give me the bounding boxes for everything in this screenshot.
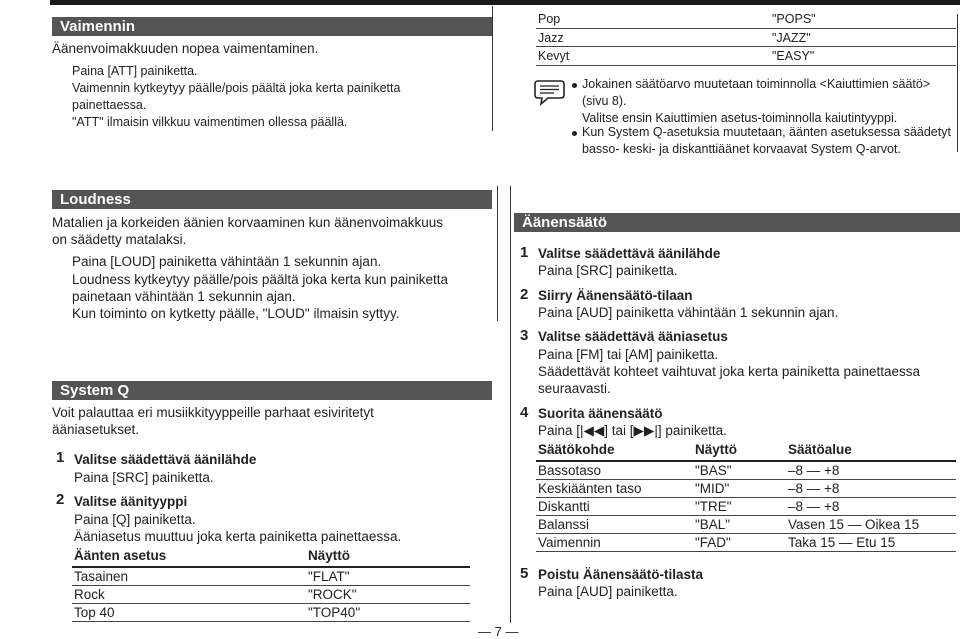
step-line: Ääniasetus muuttuu joka kerta painiketta painettaessa. <box>74 529 402 544</box>
step-line: Paina [Q] painiketta. <box>74 512 196 527</box>
table-cell: Tasainen <box>74 569 129 584</box>
step-line: Paina [SRC] painiketta. <box>538 263 678 278</box>
table-rule <box>536 551 956 552</box>
systemq-intro: ääniasetukset. <box>52 422 140 437</box>
table-rule <box>72 621 470 622</box>
preset-name: Jazz <box>538 31 564 45</box>
step-number: 2 <box>56 491 65 508</box>
systemq-intro: Voit palauttaa eri musiikkityyppeille parhaat esiviritetyt <box>52 405 374 420</box>
table-cell: Diskantti <box>538 499 590 514</box>
table-rule <box>536 497 956 498</box>
step-line: Paina [SRC] painiketta. <box>74 470 214 485</box>
table-header: Näyttö <box>308 548 351 563</box>
table-rule <box>72 603 470 604</box>
step-number: 2 <box>520 286 529 303</box>
table-cell: Keskiäänten taso <box>538 481 642 496</box>
step-number: 4 <box>520 404 529 421</box>
step-number: 3 <box>520 327 529 344</box>
step-line: Säädettävät kohteet vaihtuvat joka kerta painiketta painettaessa <box>538 364 921 379</box>
preset-display: "POPS" <box>772 12 816 26</box>
note-text: Kun System Q-asetuksia muutetaan, äänten asetuksessa säädetyt <box>582 125 951 139</box>
table-cell: Top 40 <box>74 605 115 620</box>
step-heading: Valitse äänityyppi <box>74 494 188 509</box>
table-cell: Taka 15 — Etu 15 <box>788 535 896 550</box>
table-rule <box>72 585 470 586</box>
table-rule <box>536 28 956 29</box>
step-heading: Siirry Äänensäätö-tilaan <box>538 288 693 303</box>
table-cell: "BAS" <box>695 463 732 478</box>
table-header: Säätökohde <box>538 442 615 457</box>
vaimennin-line: painettaessa. <box>72 98 147 112</box>
note-speech-icon <box>534 78 566 106</box>
loudness-intro: Matalien ja korkeiden äänien korvaaminen kun äänenvoimakkuus <box>52 215 443 230</box>
bullet-icon <box>572 83 577 88</box>
step-line: seuraavasti. <box>538 381 611 396</box>
preset-name: Pop <box>538 12 561 26</box>
step-line: Paina [AUD] painiketta vähintään 1 sekunnin ajan. <box>538 305 839 320</box>
table-cell: "BAL" <box>695 517 731 532</box>
step-heading: Valitse säädettävä ääniasetus <box>538 329 728 344</box>
right-edge-line <box>957 14 958 152</box>
loudness-intro: on säädetty matalaksi. <box>52 232 187 247</box>
table-rule <box>536 46 956 47</box>
vaimennin-line: Vaimennin kytkeytyy päälle/pois päältä joka kerta painiketta <box>72 81 401 95</box>
table-cell: Rock <box>74 587 105 602</box>
step-number: 1 <box>520 244 529 261</box>
table-header: Säätöalue <box>788 442 852 457</box>
note-text: Jokainen säätöarvo muutetaan toiminnolla <Kaiuttimien säätö> <box>582 77 931 91</box>
section-header-loudness: Loudness <box>52 190 492 209</box>
table-cell: Vaimennin <box>538 535 601 550</box>
table-header: Näyttö <box>695 442 738 457</box>
table-cell: Bassotaso <box>538 463 602 478</box>
section-header-aanensaato: Äänensäätö <box>514 213 960 232</box>
table-cell: –8 — +8 <box>788 463 840 478</box>
vaimennin-intro: Äänenvoimakkuuden nopea vaimentaminen. <box>52 41 319 56</box>
note-text: basso- keski- ja diskanttiäänet korvaavat System Q-arvot. <box>582 142 901 156</box>
step-heading: Poistu Äänensäätö-tilasta <box>538 567 704 582</box>
table-header-rule <box>72 566 470 568</box>
step-heading: Suorita äänensäätö <box>538 406 663 421</box>
column-divider-mid <box>497 186 498 321</box>
table-cell: "TOP40" <box>308 605 361 620</box>
step-line: Paina [FM] tai [AM] painiketta. <box>538 347 719 362</box>
table-rule <box>536 65 956 66</box>
preset-display: "JAZZ" <box>772 31 811 45</box>
vaimennin-line: "ATT" ilmaisin vilkkuu vaimentimen ollessa päällä. <box>72 115 348 129</box>
column-divider-right <box>510 186 511 623</box>
vaimennin-line: Paina [ATT] painiketta. <box>72 64 198 78</box>
table-cell: –8 — +8 <box>788 499 840 514</box>
step-number: 5 <box>520 565 529 582</box>
table-cell: "FLAT" <box>308 569 350 584</box>
table-cell: –8 — +8 <box>788 481 840 496</box>
step-heading: Valitse säädettävä äänilähde <box>538 246 721 261</box>
loudness-line: painetaan vähintään 1 sekunnin ajan. <box>72 289 296 304</box>
bullet-icon <box>572 131 577 136</box>
section-header-vaimennin: Vaimennin <box>52 17 492 36</box>
note-text: (sivu 8). <box>582 94 627 108</box>
table-cell: "MID" <box>695 481 730 496</box>
preset-name: Kevyt <box>538 49 570 63</box>
table-cell: Balanssi <box>538 517 590 532</box>
loudness-line: Paina [LOUD] painiketta vähintään 1 sekunnin ajan. <box>72 254 382 269</box>
table-cell: Vasen 15 — Oikea 15 <box>788 517 920 532</box>
column-divider-top <box>492 6 493 131</box>
step-line: Paina [|◀◀] tai [▶▶|] painiketta. <box>538 423 727 438</box>
table-cell: "ROCK" <box>308 587 357 602</box>
preset-display: "EASY" <box>772 49 815 63</box>
table-cell: "TRE" <box>695 499 732 514</box>
loudness-line: Loudness kytkeytyy päälle/pois päältä joka kerta kun painiketta <box>72 272 448 287</box>
section-header-system-q: System Q <box>52 381 492 400</box>
top-rule <box>50 0 960 5</box>
note-text: Valitse ensin Kaiuttimien asetus-toiminnolla kaiutintyyppi. <box>582 111 898 125</box>
table-cell: "FAD" <box>695 535 731 550</box>
table-header: Äänten asetus <box>74 548 167 563</box>
page-number: — 7 — <box>478 624 519 639</box>
step-number: 1 <box>56 449 65 466</box>
loudness-line: Kun toiminto on kytketty päälle, "LOUD" ilmaisin syttyy. <box>72 306 400 321</box>
step-heading: Valitse säädettävä äänilähde <box>74 452 257 467</box>
step-line: Paina [AUD] painiketta. <box>538 584 678 599</box>
